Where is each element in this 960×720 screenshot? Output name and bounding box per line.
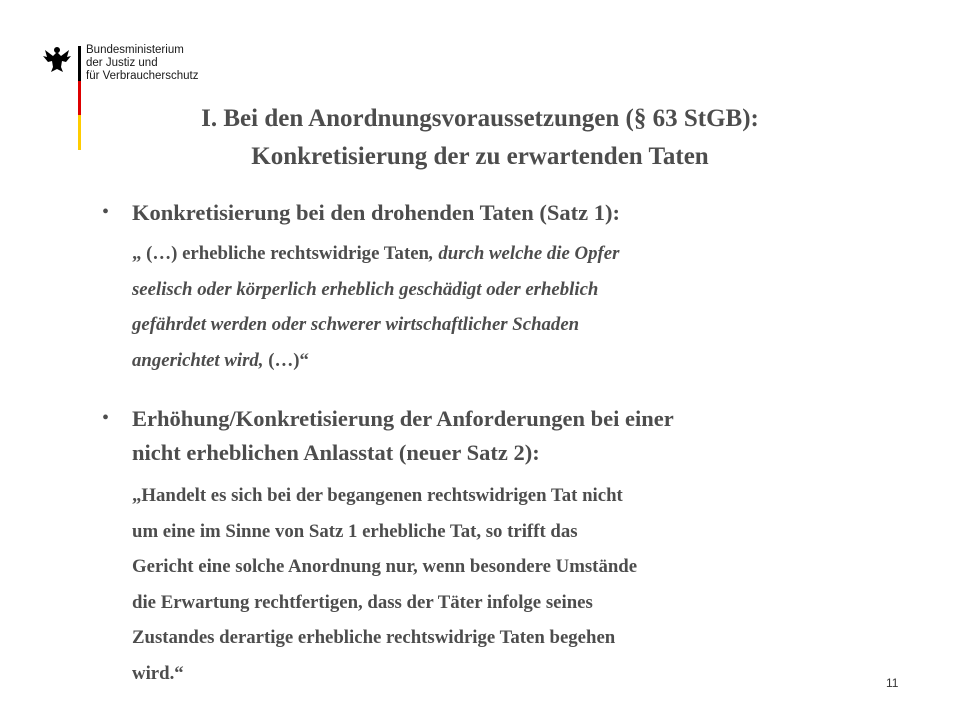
bullet-2-heading <box>132 402 674 470</box>
bullet-2 <box>102 402 932 691</box>
title-line-2: Konkretisierung der zu erwartenden Taten <box>251 143 709 170</box>
quote-1-line-3: gefährdet werden oder schwerer wirtschaftlicher Schaden <box>132 314 580 335</box>
bullet-2-quote <box>132 478 932 691</box>
federal-eagle-icon <box>42 44 72 74</box>
bullet-2-heading-line-2: nicht erheblichen Anlasstat (neuer Satz 2): <box>132 440 540 465</box>
bullet-2-heading-line-1: Erhöhung/Konkretisierung der Anforderungen bei einer <box>132 406 674 431</box>
bullet-1-heading: Konkretisierung bei den drohenden Taten (Satz 1): <box>132 200 620 225</box>
quote-2-line-2: um eine im Sinne von Satz 1 erhebliche Tat, so trifft das <box>132 520 578 542</box>
ministry-name <box>86 44 199 83</box>
ministry-line-1: Bundesministerium <box>86 44 184 56</box>
quote-2-line-5: Zustandes derartige erhebliche rechtswidrige Taten begehen <box>132 627 616 648</box>
quote-1-line-1-italic: , durch welche die Opfer <box>429 243 620 264</box>
quote-1-line-4-normal: (…)“ <box>268 349 309 371</box>
bullet-1 <box>102 196 932 378</box>
quote-1-line-1-normal: „ (…) erhebliche rechtswidrige Taten <box>132 243 429 264</box>
page-number: 11 <box>886 676 899 690</box>
quote-2-line-3: Gericht eine solche Anordnung nur, wenn besondere Umstände <box>132 556 638 577</box>
ministry-line-2: der Justiz und <box>86 57 158 69</box>
title-line-1: I. Bei den Anordnungsvoraussetzungen (§ 63 StGB): <box>201 105 759 132</box>
quote-1-line-2: seelisch oder körperlich erheblich geschädigt oder erheblich <box>132 278 599 300</box>
quote-2-line-4: die Erwartung rechtfertigen, dass der Täter infolge seines <box>132 591 593 613</box>
ministry-line-3: für Verbraucherschutz <box>86 70 199 82</box>
quote-2-line-1: „Handelt es sich bei der begangenen rechtswidrigen Tat nicht <box>132 485 623 506</box>
slide-title <box>0 100 960 176</box>
bullet-1-marker: • <box>102 201 110 223</box>
quote-2-line-6: wird.“ <box>132 662 184 684</box>
bullet-1-quote <box>132 236 932 378</box>
quote-1-line-4-italic: angerichtet wird, <box>132 349 269 371</box>
bullet-2-marker: • <box>102 407 110 429</box>
